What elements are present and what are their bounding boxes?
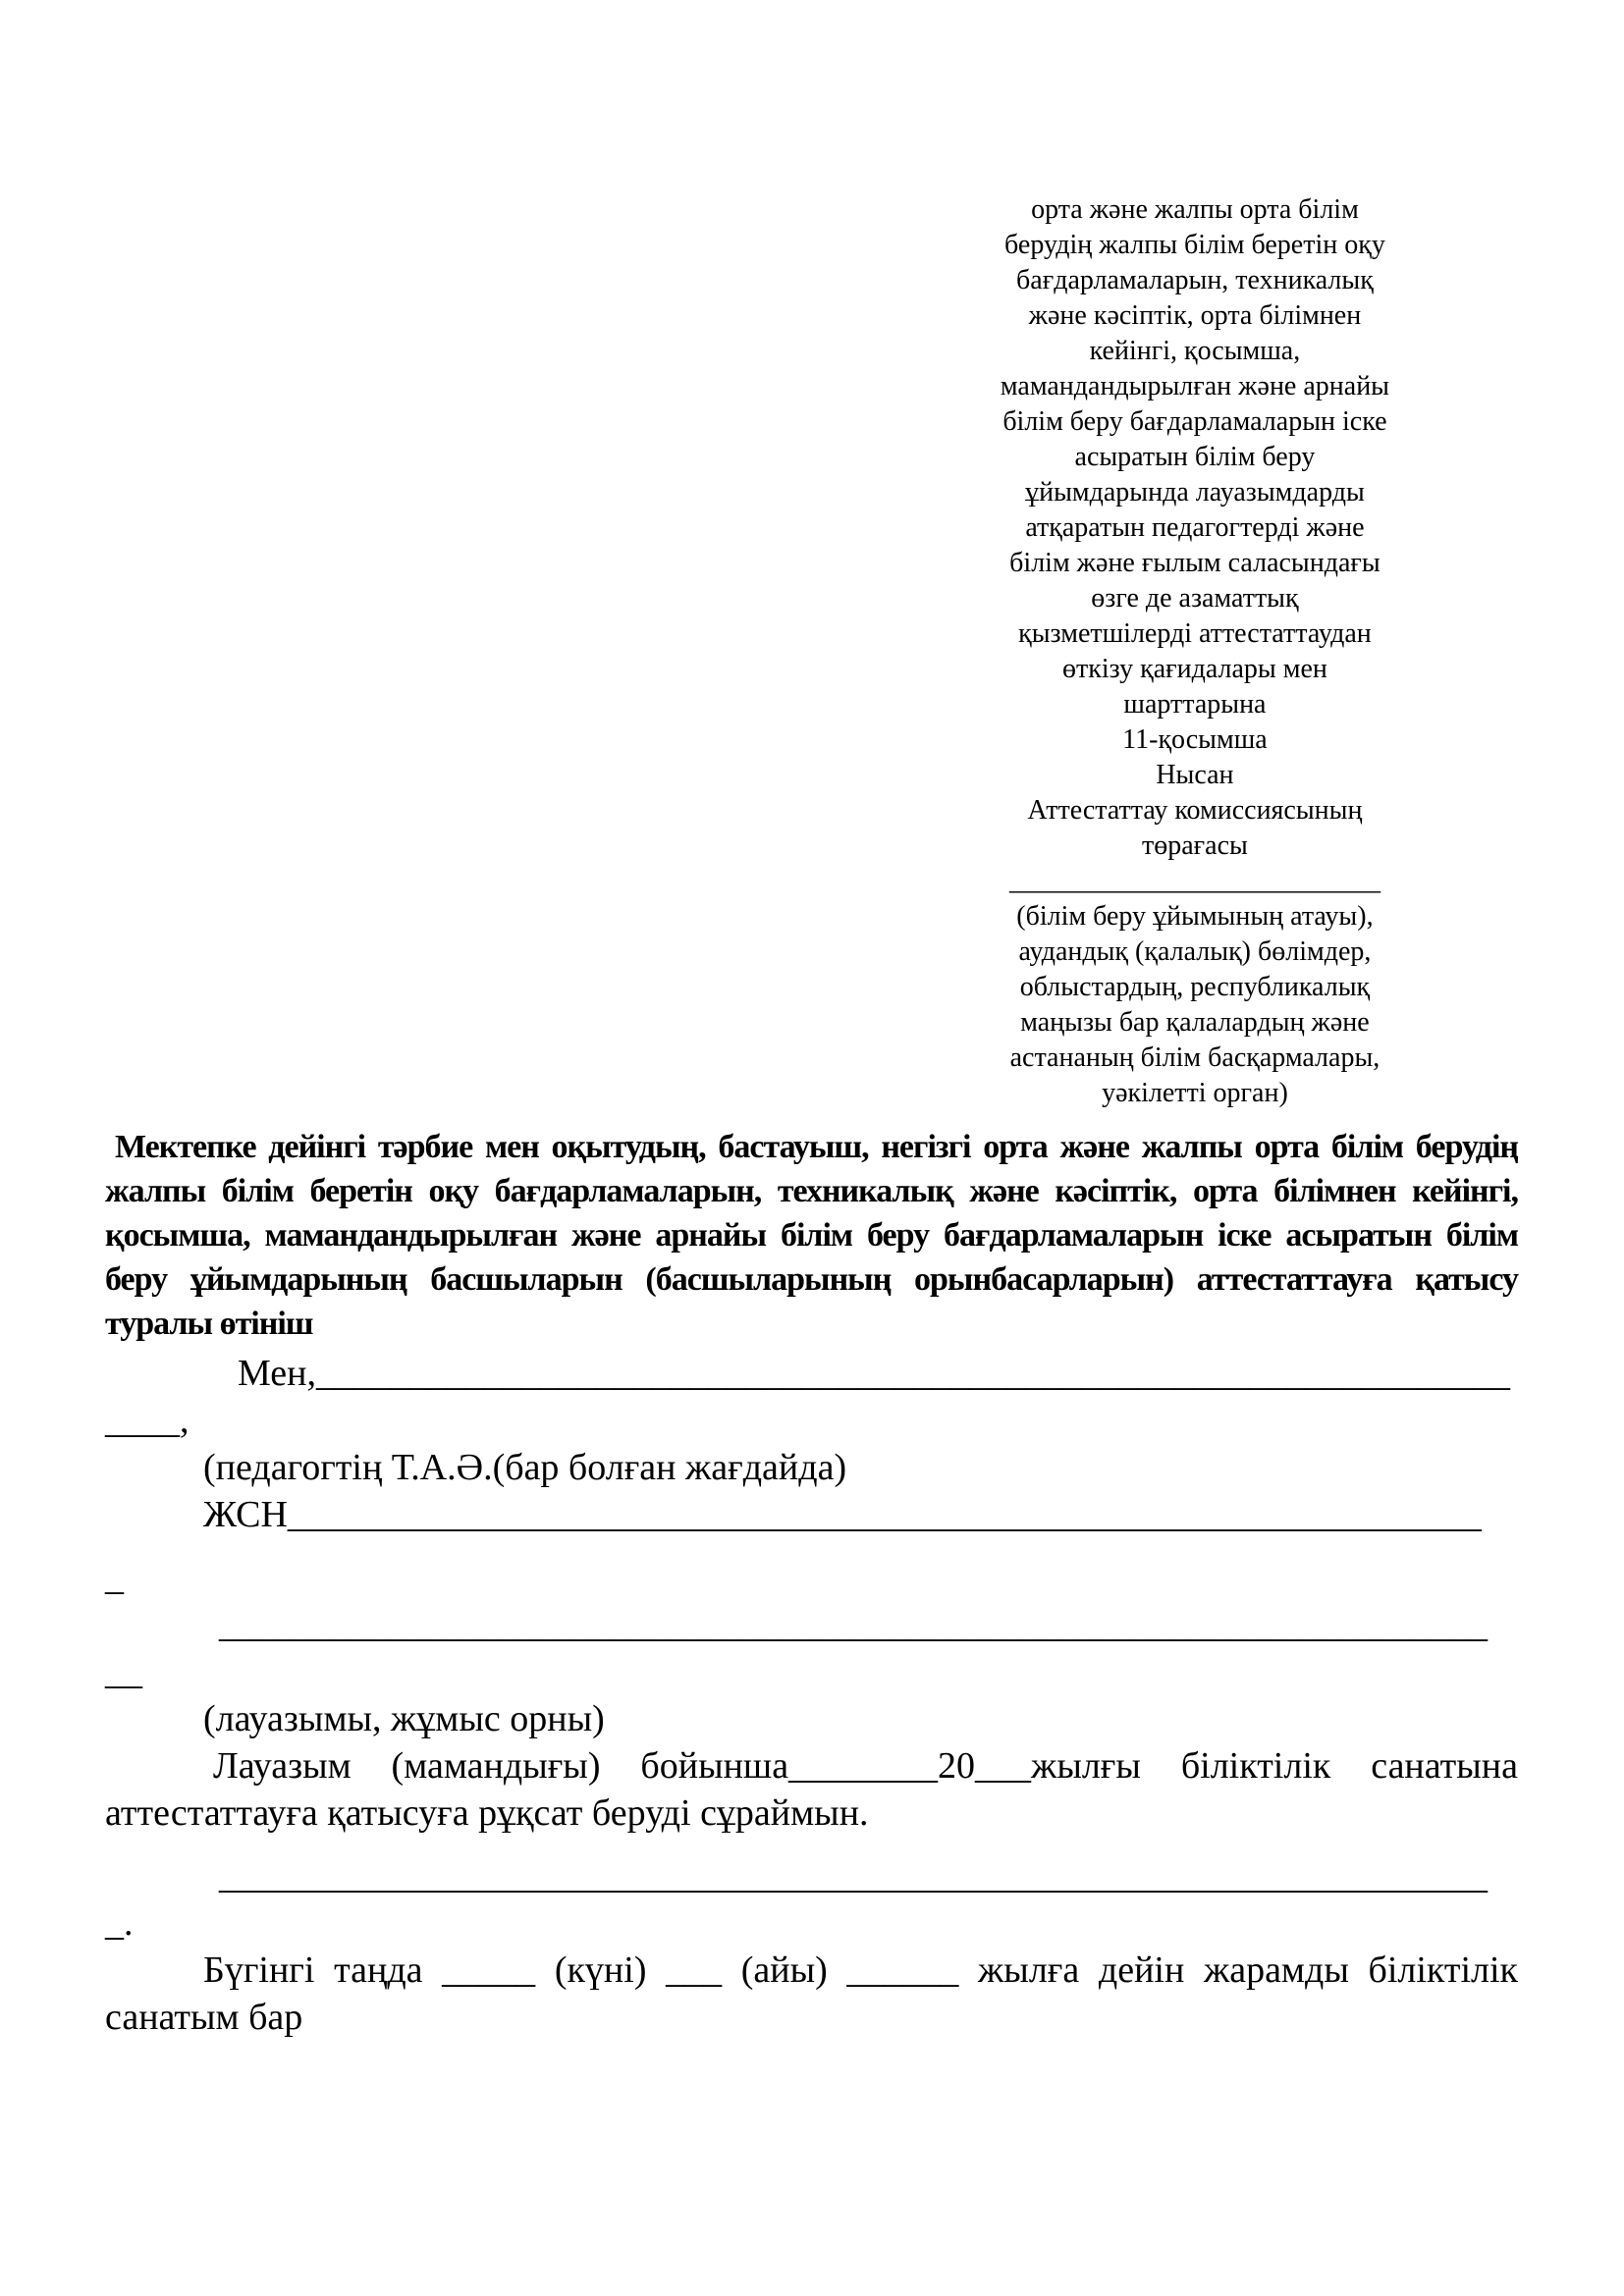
title-line: туралы өтініш [105, 1306, 313, 1342]
recipient-line: (білім беру ұйымының атауы), [1016, 901, 1374, 932]
appendix-line: қызметшілерді аттестаттаудан [1018, 618, 1372, 649]
extra-blank-field: ____________________________________________________________________ [219, 1855, 1488, 1896]
appendix-line: 11-қосымша [1122, 724, 1268, 755]
request-line: Лауазым (мамандығы) бойынша________20___жылғы біліктілік санатына [213, 1745, 1518, 1787]
appendix-line: бағдарламаларын, техникалық [1016, 265, 1374, 295]
iin-blank-field: ________________________________________________________________ [287, 1494, 1482, 1535]
request-line-continuation: аттестаттауға қатысуға рұқсат беруді сұраймын. [105, 1792, 869, 1834]
appendix-line: орта және жалпы орта білім [1031, 194, 1359, 225]
appendix-line: және кәсіптік, орта білімнен [1028, 300, 1362, 331]
recipient-line: аудандық (қалалық) бөлімдер, [1018, 936, 1372, 967]
name-blank-field: ________________________________________________________________ [316, 1353, 1510, 1394]
appendix-line: кейінгі, қосымша, [1089, 336, 1301, 366]
appendix-line: ұйымдарында лауазымдарды [1025, 477, 1365, 507]
appendix-line: атқаратын педагогтерді және [1025, 512, 1365, 543]
title-line: беру ұйымдарының басшыларын (басшыларының орынбасарларын) аттестаттауға қатысу [105, 1261, 1518, 1298]
application-form [105, 1350, 1518, 2041]
fio-caption: (педагогтің Т.А.Ә.(бар болған жағдайда) [203, 1447, 847, 1488]
appendix-header-block [1001, 192, 1389, 1111]
appendix-line: берудің жалпы білім беретін оқу [1004, 230, 1385, 260]
extra-blank-wrap: _. [105, 1902, 134, 1944]
title-line: қосымша, мамандандырылған және арнайы білім беру бағдарламаларын іске асыратын білім [105, 1217, 1518, 1254]
appendix-line: мамандандырылған және арнайы [1000, 371, 1389, 401]
form-line-name [105, 1350, 1518, 1397]
application-title [105, 1125, 1518, 1346]
recipient-line: астананың білім басқармалары, [1009, 1042, 1380, 1073]
appendix-line: білім және ғылым саласындағы [1009, 548, 1380, 578]
form-line-iin [105, 1491, 1518, 1538]
chairman-signature-blank: ___________________________ [1008, 866, 1380, 896]
title-line: жалпы білім беретін оқу бағдарламаларын, техникалық және кәсіптік, орта білімнен кейінгі, [105, 1173, 1518, 1209]
title-line: Мектепке дейінгі тәрбие мен оқытудың, бастауыш, негізгі орта және жалпы орта білім берудің [115, 1129, 1518, 1165]
iin-label: ЖСН [203, 1494, 288, 1535]
appendix-line: білім беру бағдарламаларын іске [1002, 406, 1387, 437]
recipient-line: маңызы бар қалалардың және [1020, 1007, 1370, 1038]
recipient-line: уәкілетті орган) [1102, 1078, 1288, 1108]
position-caption: (лауазымы, жұмыс орны) [203, 1698, 605, 1739]
current-category-continuation: санатым бар [105, 1997, 303, 2038]
recipient-line: облыстардың, республикалық [1019, 972, 1371, 1002]
iin-blank-wrap: _ [105, 1557, 124, 1598]
position-blank-field: ____________________________________________________________________ [219, 1604, 1488, 1645]
current-category-line: Бүгінгі таңда _____ (күні) ___ (айы) ______ жылға дейін жарамды біліктілік [203, 1949, 1518, 1991]
appendix-line: асыратын білім беру [1074, 442, 1316, 472]
position-blank-wrap: __ [105, 1651, 142, 1692]
appendix-line: шарттарына [1123, 689, 1267, 720]
appendix-line: Нысан [1156, 760, 1234, 790]
appendix-line: төрағасы [1142, 830, 1248, 861]
name-label: Мен, [238, 1353, 316, 1394]
appendix-line: өткізу қағидалары мен [1062, 654, 1327, 684]
name-blank-wrap: ____, [105, 1400, 189, 1441]
appendix-line: Аттестаттау комиссиясының [1027, 795, 1363, 826]
appendix-line: өзге де азаматтық [1091, 583, 1299, 614]
